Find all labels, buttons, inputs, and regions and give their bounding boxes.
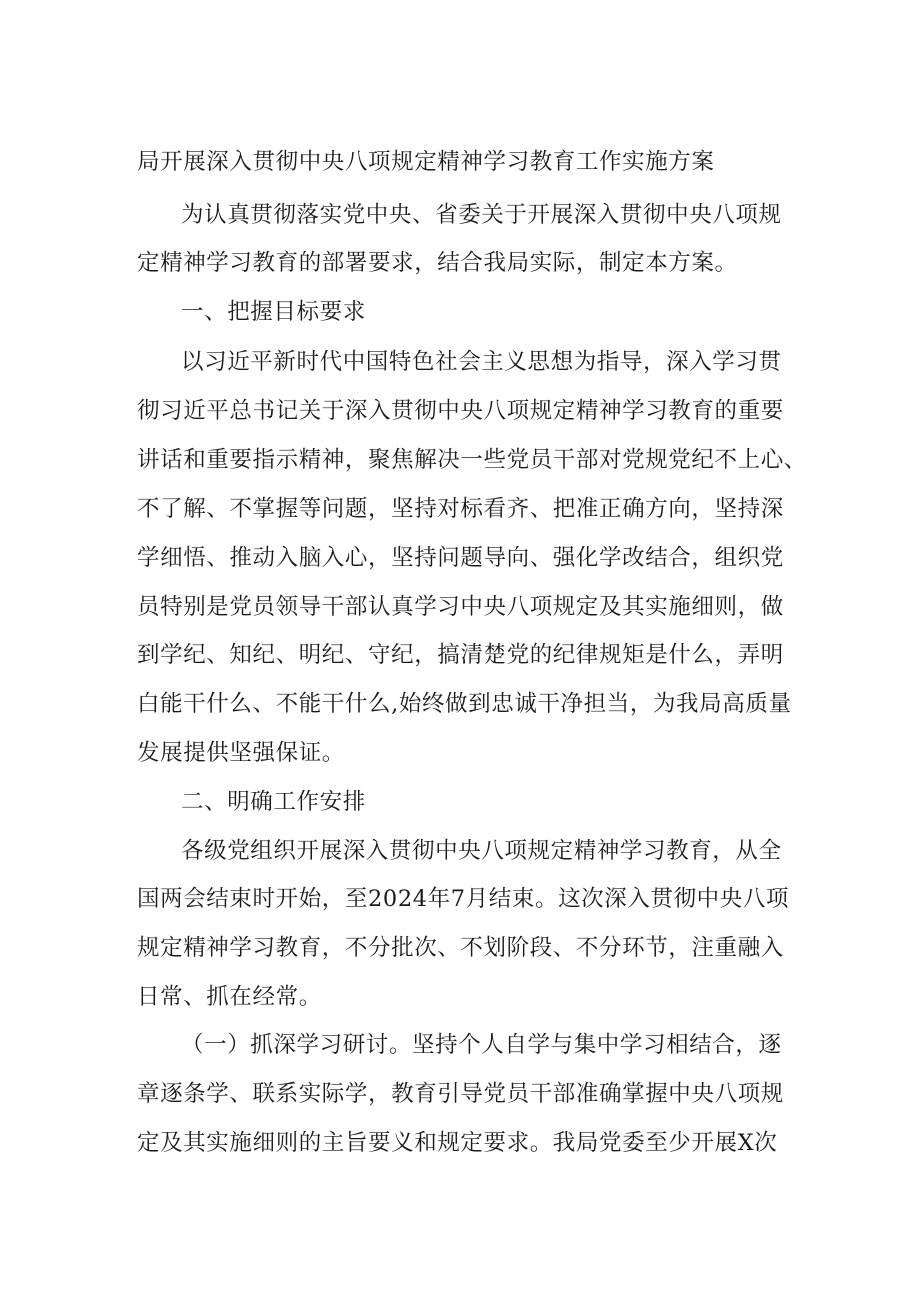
paragraph-line: 定及其实施细则的主旨要义和规定要求。我局党委至少开展X次: [137, 1130, 778, 1156]
intro-line: 定精神学习教育的部署要求，结合我局实际，制定本方案。: [137, 250, 738, 276]
paragraph-line: 各级党组织开展深入贯彻中央八项规定精神学习教育，从全: [181, 838, 782, 864]
paragraph-line: 章逐条学、联系实际学，教育引导党员干部准确掌握中央八项规: [137, 1081, 784, 1107]
paragraph-line: 规定精神学习教育，不分批次、不划阶段、不分环节，注重融入: [137, 935, 784, 961]
paragraph-line: 讲话和重要指示精神，聚焦解决一些党员干部对党规党纪不上心、: [137, 447, 807, 473]
paragraph-line: 发展提供坚强保证。: [137, 740, 345, 766]
paragraph-line: （一）抓深学习研讨。坚持个人自学与集中学习相结合，逐: [181, 1032, 782, 1058]
paragraph-line: 以习近平新时代中国特色社会主义思想为指导，深入学习贯: [181, 349, 782, 375]
paragraph-line: 彻习近平总书记关于深入贯彻中央八项规定精神学习教育的重要: [137, 398, 784, 424]
section-heading-goals: 一、把握目标要求: [181, 299, 366, 325]
section-heading-arrangements: 二、明确工作安排: [181, 789, 366, 815]
paragraph-line: 国两会结束时开始，至2024年7月结束。这次深入贯彻中央八项: [137, 886, 790, 912]
paragraph-line: 学细悟、推动入脑入心，坚持问题导向、强化学改结合，组织党: [137, 545, 784, 571]
paragraph-line: 员特别是党员领导干部认真学习中央八项规定及其实施细则，做: [137, 594, 784, 620]
paragraph-line: 日常、抓在经常。: [137, 984, 322, 1010]
paragraph-line: 到学纪、知纪、明纪、守纪，搞清楚党的纪律规矩是什么，弄明: [137, 642, 784, 668]
document-title: 局开展深入贯彻中央八项规定精神学习教育工作实施方案: [137, 149, 715, 175]
paragraph-line: 白能干什么、不能干什么,始终做到忠诚干净担当，为我局高质量: [137, 691, 792, 717]
intro-line: 为认真贯彻落实党中央、省委关于开展深入贯彻中央八项规: [181, 202, 782, 228]
paragraph-line: 不了解、不掌握等问题，坚持对标看齐、把准正确方向，坚持深: [137, 496, 784, 522]
